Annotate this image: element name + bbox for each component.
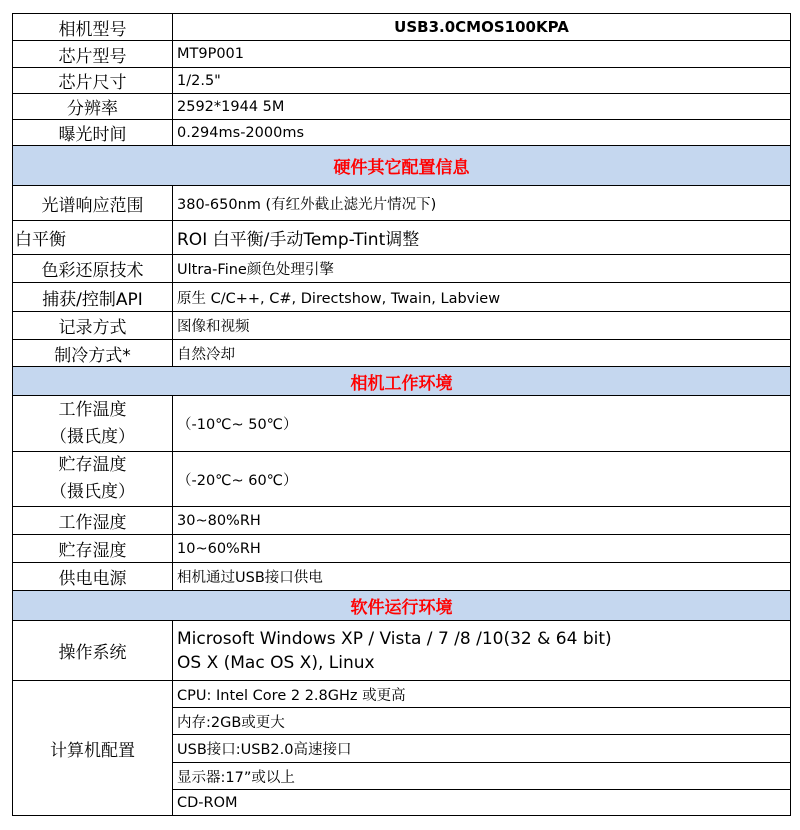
exposure-value: 0.294ms-2000ms [173, 120, 791, 146]
computer-config-label: 计算机配置 [13, 681, 173, 816]
white-balance-value: ROI 白平衡/手动Temp-Tint调整 [173, 221, 791, 255]
spec-table [12, 13, 791, 816]
chip-size-label: 芯片尺寸 [13, 68, 173, 94]
op-temp-label [13, 396, 173, 452]
op-humidity-value: 30~80%RH [173, 507, 791, 535]
os-label: 操作系统 [13, 621, 173, 681]
table-row [13, 94, 791, 120]
spectral-response-value: 380-650nm (有红外截止滤光片情况下) [173, 186, 791, 221]
op-temp-label-line1: 工作温度 [58, 399, 127, 420]
memory-value: 内存:2GB或更大 [173, 708, 791, 735]
color-tech-value: Ultra-Fine颜色处理引擎 [173, 255, 791, 283]
power-value: 相机通过USB接口供电 [173, 563, 791, 591]
table-row [13, 452, 791, 507]
record-mode-label: 记录方式 [13, 312, 173, 340]
table-row [13, 681, 791, 708]
storage-temp-value: （-20℃~ 60℃） [173, 452, 791, 507]
storage-humidity-value: 10~60%RH [173, 535, 791, 563]
usb-value: USB接口:USB2.0高速接口 [173, 735, 791, 763]
storage-temp-label [13, 452, 173, 507]
display-value: 显示器:17”或以上 [173, 763, 791, 790]
table-row [13, 255, 791, 283]
storage-humidity-label: 贮存湿度 [13, 535, 173, 563]
section-header-row [13, 146, 791, 186]
chip-size-value: 1/2.5" [173, 68, 791, 94]
spectral-response-label: 光谱响应范围 [13, 186, 173, 221]
api-label: 捕获/控制API [13, 283, 173, 312]
resolution-value: 2592*1944 5M [173, 94, 791, 120]
table-row [13, 396, 791, 452]
table-row [13, 312, 791, 340]
model-value: USB3.0CMOS100KPA [173, 14, 791, 41]
table-row [13, 186, 791, 221]
table-row [13, 221, 791, 255]
api-value: 原生 C/C++, C#, Directshow, Twain, Labview [173, 283, 791, 312]
table-row [13, 68, 791, 94]
software-section-title: 软件运行环境 [13, 591, 791, 621]
storage-temp-label-line2: （摄氏度） [50, 482, 135, 502]
op-humidity-label: 工作湿度 [13, 507, 173, 535]
os-value [173, 621, 791, 681]
model-label: 相机型号 [13, 14, 173, 41]
cdrom-value: CD-ROM [173, 790, 791, 816]
table-row [13, 120, 791, 146]
op-temp-value: （-10℃~ 50℃） [173, 396, 791, 452]
table-row [13, 41, 791, 68]
color-tech-label: 色彩还原技术 [13, 255, 173, 283]
op-temp-label-line2: （摄氏度） [50, 426, 135, 447]
record-mode-value: 图像和视频 [173, 312, 791, 340]
section-header-row [13, 367, 791, 396]
power-label: 供电电源 [13, 563, 173, 591]
cpu-value: CPU: Intel Core 2 2.8GHz 或更高 [173, 681, 791, 708]
table-row [13, 14, 791, 41]
chip-model-value: MT9P001 [173, 41, 791, 68]
section-header-row [13, 591, 791, 621]
os-line1: Microsoft Windows XP / Vista / 7 /8 /10(32 & 64 bit) [177, 628, 612, 649]
chip-model-label: 芯片型号 [13, 41, 173, 68]
table-row [13, 535, 791, 563]
os-line2: OS X (Mac OS X), Linux [177, 652, 375, 673]
cooling-label: 制冷方式* [13, 340, 173, 367]
table-row [13, 621, 791, 681]
hardware-section-title: 硬件其它配置信息 [13, 146, 791, 186]
exposure-label: 曝光时间 [13, 120, 173, 146]
table-row [13, 340, 791, 367]
cooling-value: 自然冷却 [173, 340, 791, 367]
white-balance-label: 白平衡 [13, 221, 173, 255]
table-row [13, 283, 791, 312]
environment-section-title: 相机工作环境 [13, 367, 791, 396]
table-row [13, 563, 791, 591]
table-row [13, 507, 791, 535]
storage-temp-label-line1: 贮存温度 [58, 455, 127, 475]
resolution-label: 分辨率 [13, 94, 173, 120]
